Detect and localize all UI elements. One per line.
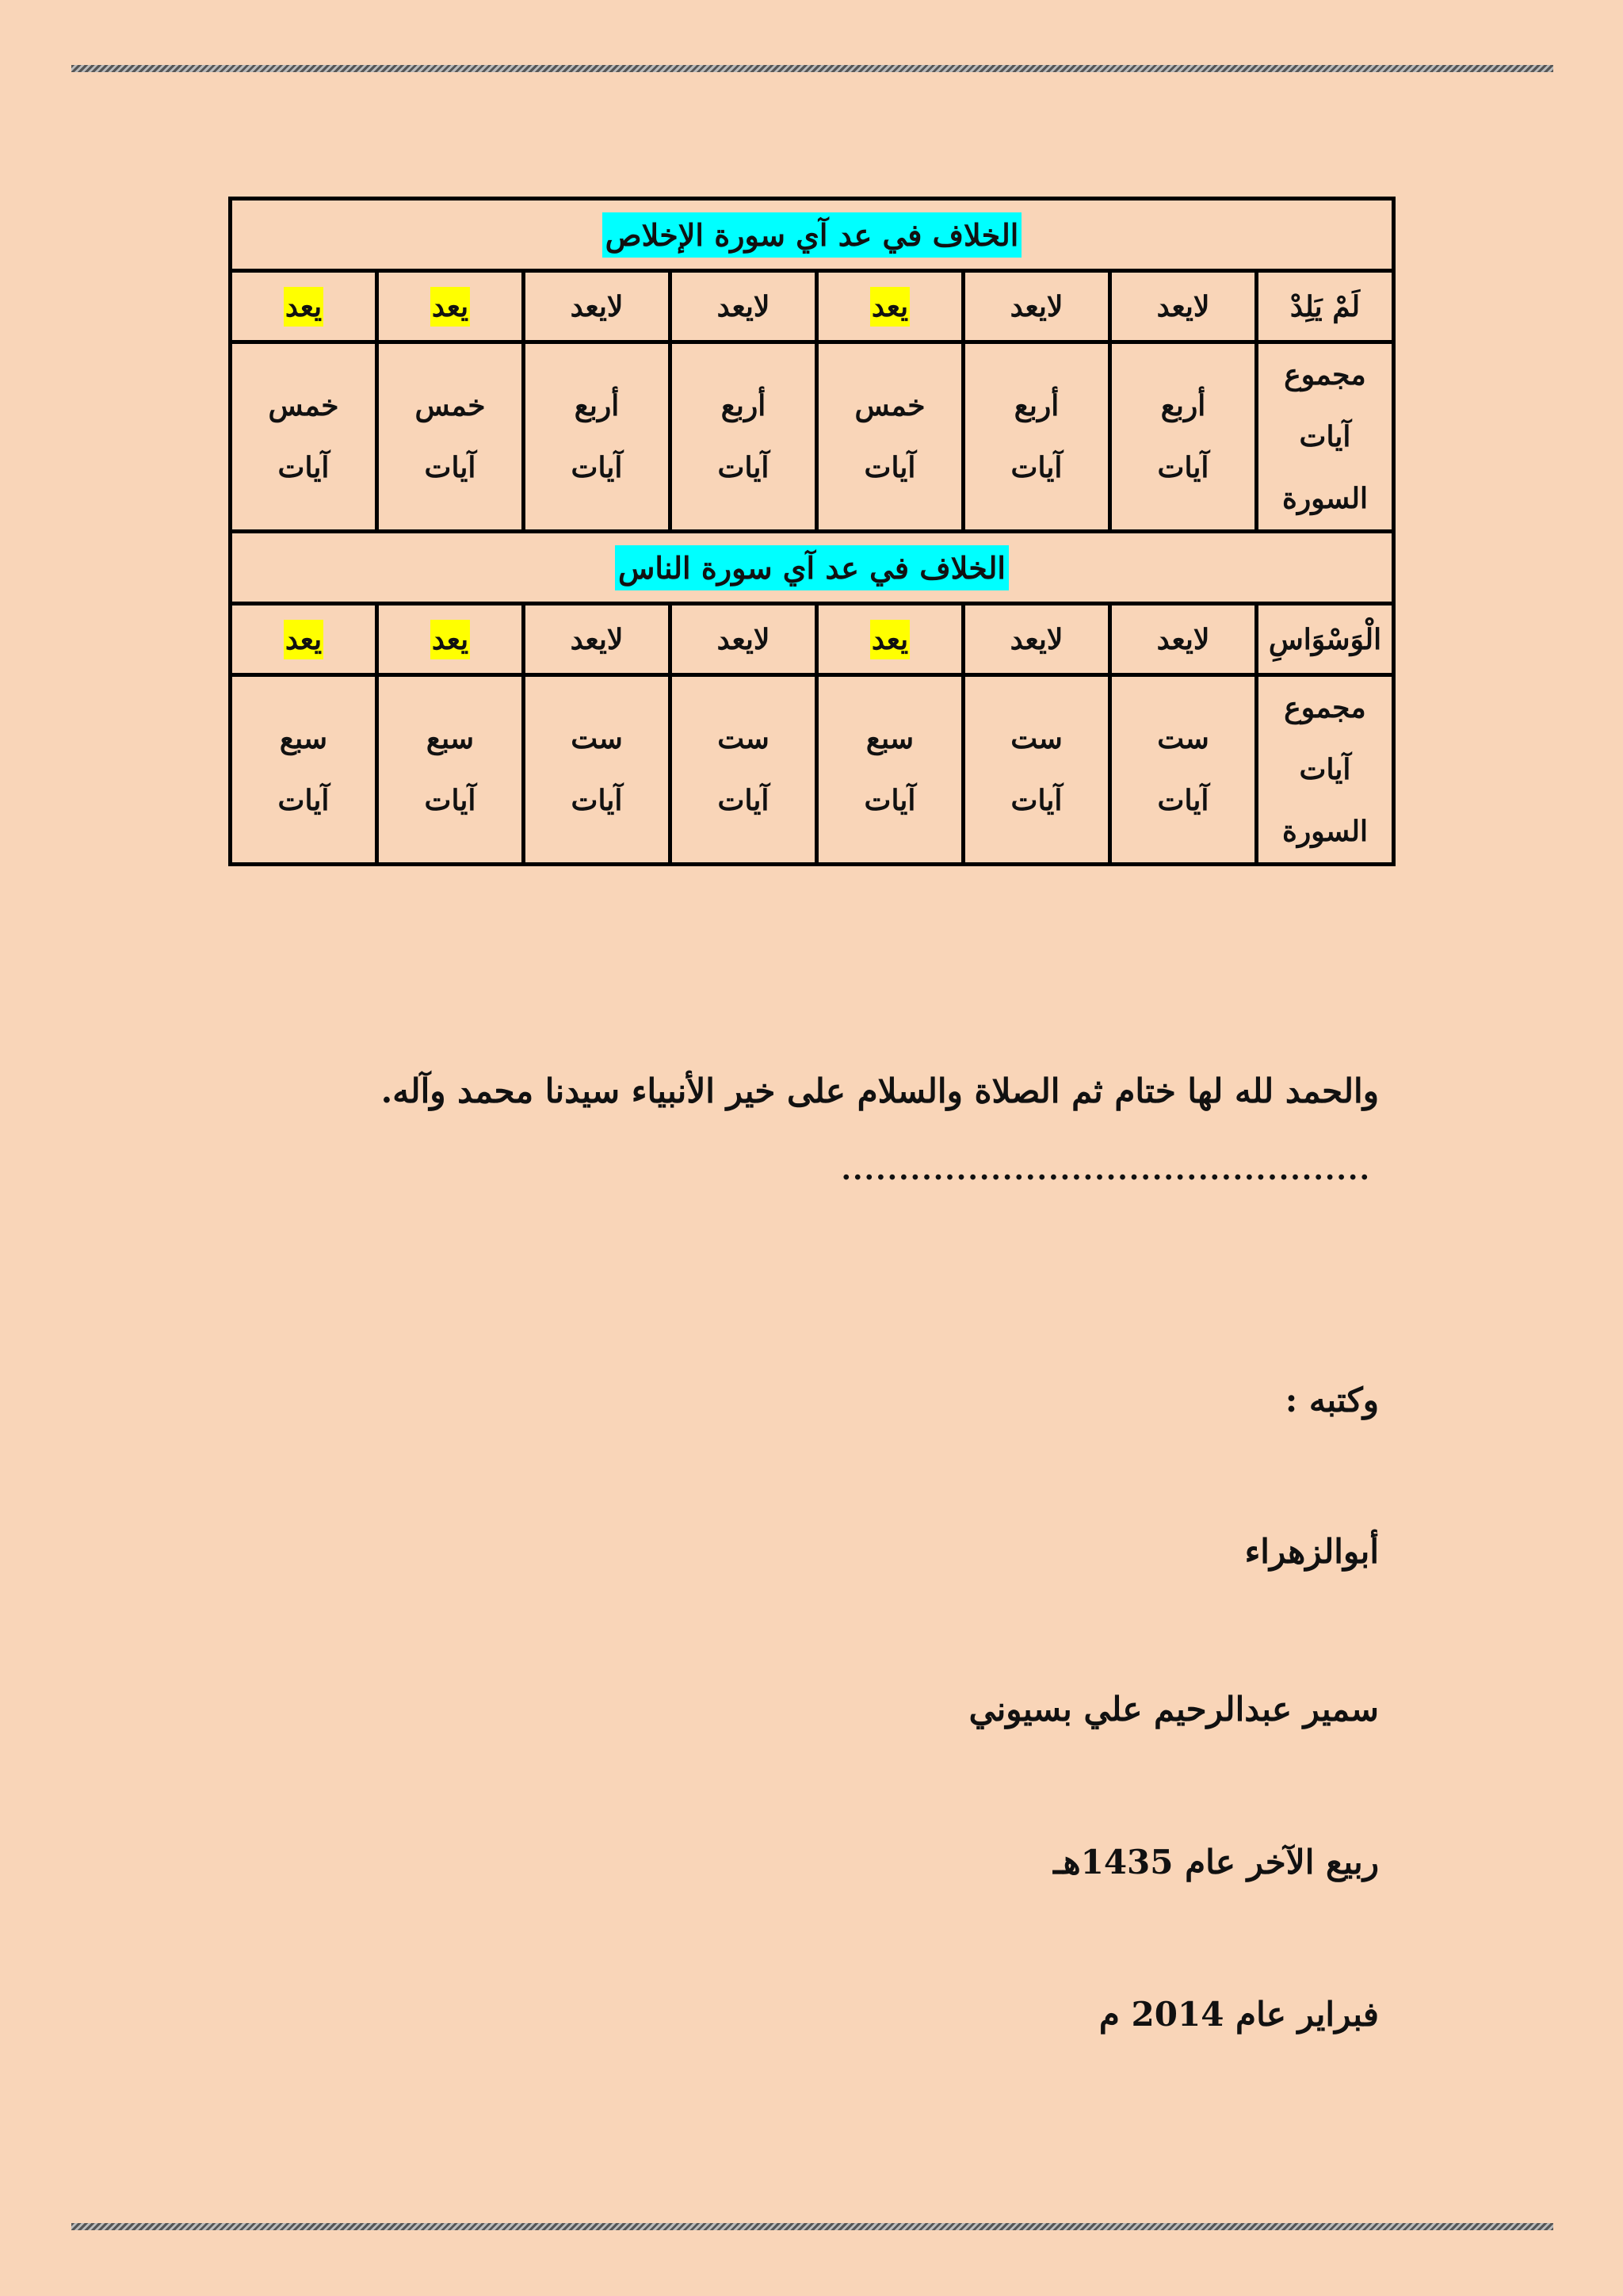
total-label-line-1: مجموع (1284, 691, 1366, 724)
verse-count-table (228, 197, 1396, 866)
counted-status: يعد (430, 287, 470, 327)
status-cell (964, 271, 1110, 342)
section-title-cell (231, 199, 1394, 271)
verses-word: آيات (571, 784, 623, 817)
counted-status: يعد (284, 620, 323, 659)
gregorian-date: فبراير عام 2014 م (1098, 1995, 1379, 2034)
total-verses-row (231, 342, 1394, 532)
total-value-cell (964, 675, 1110, 865)
not-counted-status: لايعد (716, 289, 770, 323)
status-cell (377, 271, 524, 342)
status-cell (524, 271, 670, 342)
total-label-cell (1257, 342, 1394, 532)
status-cell (231, 271, 377, 342)
status-cell (670, 271, 817, 342)
counted-status: يعد (284, 287, 323, 327)
section-title-cell (231, 532, 1394, 604)
status-cell (524, 604, 670, 675)
total-value-cell (1110, 342, 1257, 532)
total-label-line-2: آيات السورة (1282, 753, 1368, 848)
total-verses-row (231, 675, 1394, 865)
verse-count: ست (571, 722, 623, 755)
status-cell (1110, 604, 1257, 675)
verse-count: أربع (1014, 389, 1060, 422)
status-cell (817, 604, 964, 675)
total-value-cell (670, 342, 817, 532)
verse-count: سبع (279, 722, 328, 755)
verses-word: آيات (424, 451, 476, 484)
closing-praise: والحمد لله لها ختام ثم الصلاة والسلام على خير الأنبياء سيدنا محمد وآله. (380, 1072, 1379, 1110)
written-by-label: وكتبه : (1285, 1381, 1379, 1419)
verse-count: سبع (865, 722, 915, 755)
not-counted-status: لايعد (1156, 622, 1210, 656)
verses-word: آيات (1157, 784, 1209, 817)
verses-word: آيات (277, 784, 330, 817)
counted-status: يعد (870, 620, 910, 659)
verses-word: آيات (1010, 451, 1063, 484)
counted-status: يعد (430, 620, 470, 659)
not-counted-status: لايعد (716, 622, 770, 656)
status-cell (231, 604, 377, 675)
total-value-cell (231, 675, 377, 865)
verse-count: خمس (414, 389, 486, 422)
status-cell (670, 604, 817, 675)
total-value-cell (377, 675, 524, 865)
verse-count: سبع (426, 722, 475, 755)
total-value-cell (670, 675, 817, 865)
not-counted-status: لايعد (570, 622, 624, 656)
verse-count: أربع (720, 389, 766, 422)
not-counted-status: لايعد (1010, 289, 1064, 323)
total-value-cell (964, 342, 1110, 532)
counted-status: يعد (870, 287, 910, 327)
status-cell (964, 604, 1110, 675)
word-status-row (231, 271, 1394, 342)
total-value-cell (231, 342, 377, 532)
total-label-line-1: مجموع (1284, 358, 1366, 392)
not-counted-status: لايعد (1156, 289, 1210, 323)
verses-word: آيات (864, 784, 916, 817)
total-value-cell (524, 675, 670, 865)
section-title: الخلاف في عد آي سورة الإخلاص (602, 212, 1022, 258)
section-title-row (231, 532, 1394, 604)
hijri-date: ربيع الآخر عام 1435هـ (1053, 1843, 1379, 1881)
total-value-cell (377, 342, 524, 532)
total-value-cell (817, 675, 964, 865)
verse-count: ست (1157, 722, 1209, 755)
verses-word: آيات (571, 451, 623, 484)
status-cell (817, 271, 964, 342)
status-cell (377, 604, 524, 675)
section-title-row (231, 199, 1394, 271)
verses-word: آيات (424, 784, 476, 817)
status-cell (1110, 271, 1257, 342)
author-name: سمير عبدالرحيم علي بسيوني (968, 1690, 1379, 1729)
verse-count: ست (717, 722, 769, 755)
disputed-word-cell: الْوَسْوَاسِ (1257, 604, 1394, 675)
verses-word: آيات (1157, 451, 1209, 484)
word-status-row (231, 604, 1394, 675)
verse-count: ست (1010, 722, 1063, 755)
total-value-cell (524, 342, 670, 532)
verses-word: آيات (864, 451, 916, 484)
not-counted-status: لايعد (1010, 622, 1064, 656)
total-label-cell (1257, 675, 1394, 865)
verse-count: أربع (574, 389, 620, 422)
verse-count: خمس (854, 389, 926, 422)
bottom-decorative-rule (71, 2223, 1553, 2230)
author-kunya: أبوالزهراء (1244, 1532, 1379, 1571)
top-decorative-rule (71, 65, 1553, 72)
disputed-word-cell: لَمْ يَلِدْ (1257, 271, 1394, 342)
verses-word: آيات (717, 784, 769, 817)
verses-word: آيات (717, 451, 769, 484)
total-value-cell (817, 342, 964, 532)
verses-word: آيات (277, 451, 330, 484)
not-counted-status: لايعد (570, 289, 624, 323)
section-title: الخلاف في عد آي سورة الناس (615, 545, 1009, 590)
verse-count: أربع (1160, 389, 1206, 422)
dotted-separator: .............................................. (841, 1153, 1371, 1186)
verses-word: آيات (1010, 784, 1063, 817)
verse-count: خمس (268, 389, 339, 422)
total-value-cell (1110, 675, 1257, 865)
total-label-line-2: آيات السورة (1282, 420, 1368, 515)
